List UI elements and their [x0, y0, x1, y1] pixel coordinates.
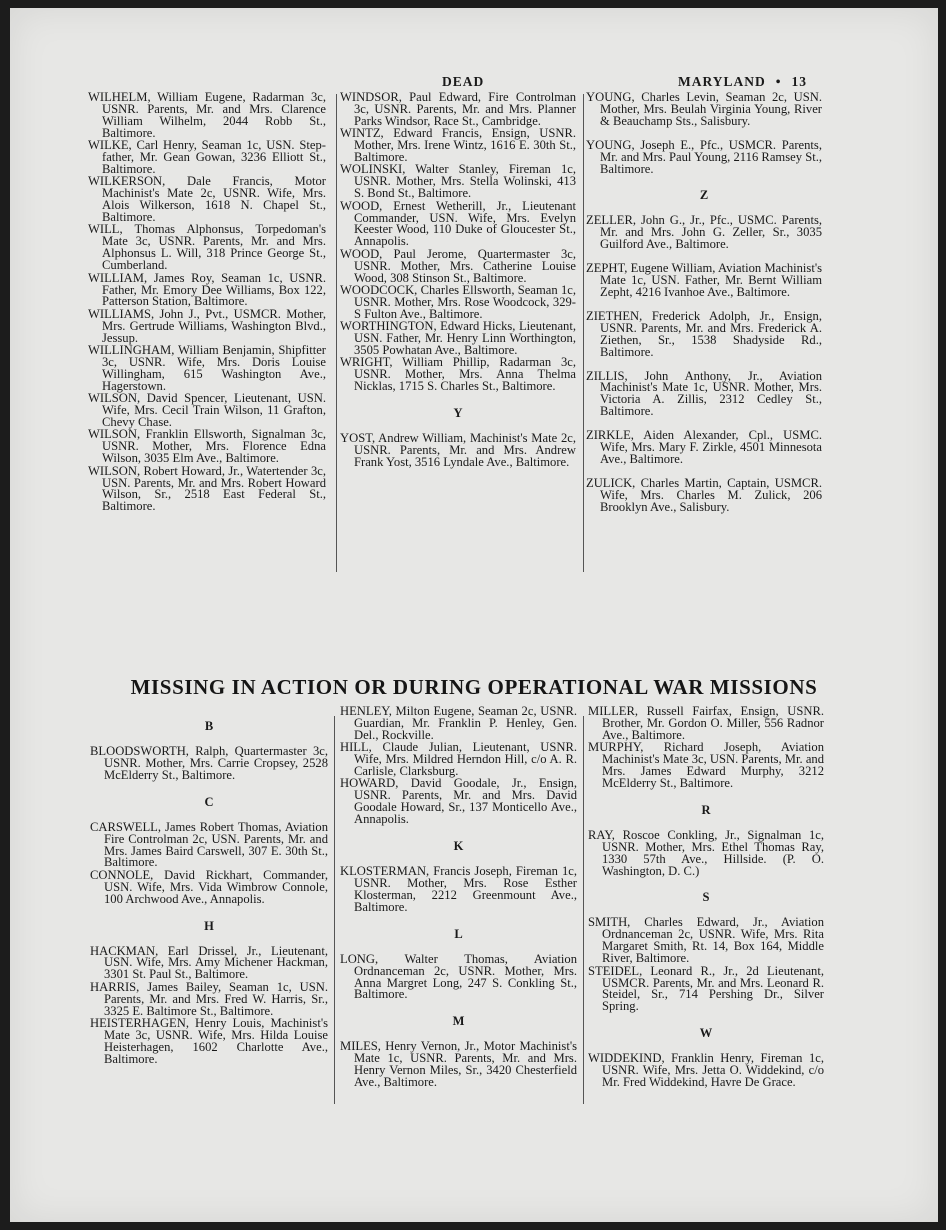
- alphabet-letter-heading: K: [453, 839, 464, 854]
- section-header-dead: DEAD: [442, 74, 485, 89]
- casualty-entry: WILKERSON, Dale Francis, Motor Machinist's Mate 2c, USNR. Wife, Mrs. Alois Wilkerson, 1618 N. Chapel St., Baltimore.: [88, 174, 326, 225]
- missing-column-1: [90, 706, 328, 1066]
- alphabet-letter-heading: S: [702, 890, 710, 905]
- casualty-entry: MILES, Henry Vernon, Jr., Motor Machinist's Mate 1c, USNR. Parents, Mr. and Mrs. Henry Vernon Miles, Sr., 3420 Chesterfield Ave., Baltimore.: [340, 1039, 577, 1090]
- casualty-entry: WILLIAMS, John J., Pvt., USMCR. Mother, Mrs. Gertrude Williams, Washington Blvd., Jessup.: [88, 306, 326, 345]
- alphabet-letter-heading: H: [204, 918, 214, 933]
- bullet-separator: •: [775, 74, 782, 89]
- casualty-entry: YOST, Andrew William, Machinist's Mate 2c, USNR. Parents, Mr. and Mrs. Andrew Frank Yost, 3516 Lyndale Ave., Baltimore.: [340, 431, 576, 469]
- casualty-entry: WILSON, Robert Howard, Jr., Watertender 3c, USN. Parents, Mr. and Mrs. Robert Howard Wilson, Sr., 2518 East Federal St., Baltimore.: [88, 463, 326, 514]
- alphabet-letter-heading: W: [699, 1026, 713, 1041]
- alphabet-letter-heading: C: [204, 794, 214, 809]
- column-rule: [336, 94, 337, 572]
- dead-column-1: [88, 92, 326, 514]
- casualty-entry: WRIGHT, William Phillip, Radarman 3c, USNR. Mother, Mrs. Anna Thelma Nicklas, 1715 S. Charles St., Baltimore.: [340, 355, 576, 394]
- casualty-entry: BLOODSWORTH, Ralph, Quartermaster 3c, USNR. Mother, Mrs. Carrie Cropsey, 2528 McElderry St., Baltimore.: [90, 744, 328, 782]
- alphabet-letter-heading: M: [452, 1014, 465, 1029]
- casualty-entry: HEISTERHAGEN, Henry Louis, Machinist's Mate 3c, USNR. Wife, Mrs. Hilda Louise Heisterhagen, 1602 Charlotte Ave., Baltimore.: [90, 1016, 328, 1066]
- casualty-entry: HOWARD, David Goodale, Jr., Ensign, USNR. Parents, Mr. and Mrs. David Goodale Howard, Sr., 137 Monticello Ave., Annapolis.: [340, 776, 577, 827]
- alphabet-letter-heading: Z: [699, 188, 709, 203]
- section-title-missing: MISSING IN ACTION OR DURING OPERATIONAL WAR MISSIONS: [130, 675, 818, 699]
- document-page: [10, 8, 938, 1222]
- missing-column-2: [340, 706, 577, 1089]
- casualty-entry: WILLIAM, James Roy, Seaman 1c, USNR. Father, Mr. Emory Dee Williams, Box 122, Patterson Station, Baltimore.: [88, 270, 326, 309]
- casualty-entry: WILL, Thomas Alphonsus, Torpedoman's Mate 3c, USNR. Parents, Mr. and Mrs. Alphonsus L. Will, 318 Prince George St., Cumberland.: [88, 222, 326, 273]
- casualty-entry: WOLINSKI, Walter Stanley, Fireman 1c, USNR. Mother, Mrs. Stella Wolinski, 413 S. Bond St., Baltimore.: [340, 162, 576, 201]
- casualty-entry: WORTHINGTON, Edward Hicks, Lieutenant, USN. Father, Mr. Henry Linn Worthington, 3505 Powhatan Ave., Baltimore.: [340, 319, 576, 358]
- page-number: 13: [791, 74, 808, 89]
- casualty-entry: HILL, Claude Julian, Lieutenant, USNR. Wife, Mrs. Mildred Herndon Hill, c/o A. R. Carlisle, Clarksburg.: [340, 740, 577, 779]
- column-rule: [583, 716, 584, 1104]
- casualty-entry: MILLER, Russell Fairfax, Ensign, USNR. Brother, Mr. Gordon O. Miller, 556 Radnor Ave., Baltimore.: [588, 704, 824, 742]
- casualty-entry: ZULICK, Charles Martin, Captain, USMCR. Wife, Mrs. Charles M. Zulick, 206 Brooklyn Ave., Salisbury.: [586, 475, 822, 514]
- state-name: MARYLAND: [678, 74, 766, 89]
- column-rule: [334, 716, 335, 1104]
- casualty-entry: ZILLIS, John Anthony, Jr., Aviation Machinist's Mate 1c, USNR. Mother, Mrs. Victoria A. Zillis, 2312 Cedley St., Baltimore.: [586, 368, 822, 419]
- casualty-entry: LONG, Walter Thomas, Aviation Ordnanceman 2c, USNR. Mother, Mrs. Anna Margret Long, 247 S. Conkling St., Baltimore.: [340, 951, 577, 1002]
- casualty-entry: STEIDEL, Leonard R., Jr., 2d Lieutenant, USMCR. Parents, Mr. and Mrs. Leonard R. Steidel, Sr., 714 Pershing Dr., Silver Spring.: [588, 963, 824, 1014]
- casualty-entry: WILSON, Franklin Ellsworth, Signalman 3c, USNR. Mother, Mrs. Florence Edna Wilson, 3035 Elm Ave., Baltimore.: [88, 427, 326, 466]
- casualty-entry: HARRIS, James Bailey, Seaman 1c, USN. Parents, Mr. and Mrs. Fred W. Harris, Sr., 3325 E. Baltimore St., Baltimore.: [90, 979, 328, 1018]
- casualty-entry: ZIRKLE, Aiden Alexander, Cpl., USMC. Wife, Mrs. Mary F. Zirkle, 4501 Minnesota Ave., Baltimore.: [586, 428, 822, 466]
- casualty-entry: WILHELM, William Eugene, Radarman 3c, USNR. Parents, Mr. and Mrs. Clarence William Wilhelm, 2044 Robb St., Baltimore.: [88, 90, 326, 140]
- missing-column-3: [588, 706, 824, 1089]
- casualty-entry: KLOSTERMAN, Francis Joseph, Fireman 1c, USNR. Mother, Mrs. Rose Esther Klosterman, 2212 Greenmount Ave., Baltimore.: [340, 864, 577, 914]
- casualty-entry: WOODCOCK, Charles Ellsworth, Seaman 1c, USNR. Mother, Mrs. Rose Woodcock, 329-S Fulton Ave., Baltimore.: [340, 283, 576, 321]
- casualty-entry: WILLINGHAM, William Benjamin, Shipfitter 3c, USNR. Wife, Mrs. Doris Louise Willingham, 615 Washington Ave., Hagerstown.: [88, 343, 326, 393]
- dead-column-3: [586, 92, 822, 514]
- casualty-entry: WINTZ, Edward Francis, Ensign, USNR. Mother, Mrs. Irene Wintz, 1616 E. 30th St., Baltimore.: [340, 126, 576, 165]
- casualty-entry: WOOD, Paul Jerome, Quartermaster 3c, USNR. Mother, Mrs. Catherine Louise Wood, 308 Stinson St., Baltimore.: [340, 246, 576, 285]
- casualty-entry: YOUNG, Joseph E., Pfc., USMCR. Parents, Mr. and Mrs. Paul Young, 2116 Ramsey St., Baltimore.: [586, 137, 822, 176]
- casualty-entry: YOUNG, Charles Levin, Seaman 2c, USN. Mother, Mrs. Beulah Virginia Young, River & Beauchamp Sts., Salisbury.: [586, 90, 822, 128]
- alphabet-letter-heading: B: [204, 719, 214, 733]
- alphabet-letter-heading: R: [701, 802, 711, 817]
- casualty-entry: WILSON, David Spencer, Lieutenant, USN. Wife, Mrs. Cecil Train Wilson, 11 Grafton, Chevy Chase.: [88, 391, 326, 429]
- column-rule: [583, 94, 584, 572]
- casualty-entry: ZEPHT, Eugene William, Aviation Machinist's Mate 1c, USN. Father, Mr. Bernt William Zepht, 4216 Ivanhoe Ave., Baltimore.: [586, 261, 822, 299]
- casualty-entry: ZIETHEN, Frederick Adolph, Jr., Ensign, USNR. Parents, Mr. and Mrs. Frederick A. Ziethen, Sr., 1538 Shadyside Rd., Baltimore.: [586, 308, 822, 359]
- casualty-entry: WILKE, Carl Henry, Seaman 1c, USN. Step-father, Mr. Gean Gowan, 3236 Elliott St., Baltimore.: [88, 138, 326, 176]
- casualty-entry: CONNOLE, David Rickhart, Commander, USN. Wife, Mrs. Vida Wimbrow Connole, 100 Archwood Ave., Annapolis.: [90, 867, 328, 906]
- casualty-entry: WOOD, Ernest Wetherill, Jr., Lieutenant Commander, USN. Wife, Mrs. Evelyn Keester Wood, 110 Duke of Gloucester St., Annapolis.: [340, 198, 576, 249]
- casualty-entry: WINDSOR, Paul Edward, Fire Controlman 3c, USNR. Parents, Mr. and Mrs. Planner Parks Windsor, Race St., Cambridge.: [340, 90, 576, 128]
- casualty-entry: HACKMAN, Earl Drissel, Jr., Lieutenant, USN. Wife, Mrs. Amy Michener Hackman, 3301 St. Paul St., Baltimore.: [90, 943, 328, 982]
- casualty-entry: SMITH, Charles Edward, Jr., Aviation Ordnanceman 2c, USNR. Wife, Mrs. Rita Margaret Smith, Rt. 14, Box 164, Middle River, Baltimore.: [588, 915, 824, 966]
- dead-column-2: [340, 92, 576, 469]
- casualty-entry: RAY, Roscoe Conkling, Jr., Signalman 1c, USNR. Mother, Mrs. Ethel Thomas Ray, 1330 57th Ave., Hillside. (P. O. Washington, D. C.): [588, 827, 824, 878]
- alphabet-letter-heading: L: [454, 926, 463, 941]
- alphabet-letter-heading: Y: [453, 406, 463, 421]
- running-header: [678, 74, 807, 90]
- casualty-entry: ZELLER, John G., Jr., Pfc., USMC. Parents, Mr. and Mrs. John G. Zeller, Sr., 3035 Guilford Ave., Baltimore.: [586, 213, 822, 252]
- casualty-entry: CARSWELL, James Robert Thomas, Aviation Fire Controlman 2c, USN. Parents, Mr. and Mrs. James Baird Carswell, 307 E. 30th St., Baltimore.: [90, 819, 328, 870]
- casualty-entry: HENLEY, Milton Eugene, Seaman 2c, USNR. Guardian, Mr. Franklin P. Henley, Gen. Del., Rockville.: [340, 704, 577, 742]
- casualty-entry: MURPHY, Richard Joseph, Aviation Machinist's Mate 3c, USN. Parents, Mr. and Mrs. James Edward Murphy, 3212 McElderry St., Baltimore.: [588, 740, 824, 790]
- casualty-entry: WIDDEKIND, Franklin Henry, Fireman 1c, USNR. Wife, Mrs. Jetta O. Widdekind, c/o Mr. Fred Widdekind, Havre De Grace.: [588, 1051, 824, 1090]
